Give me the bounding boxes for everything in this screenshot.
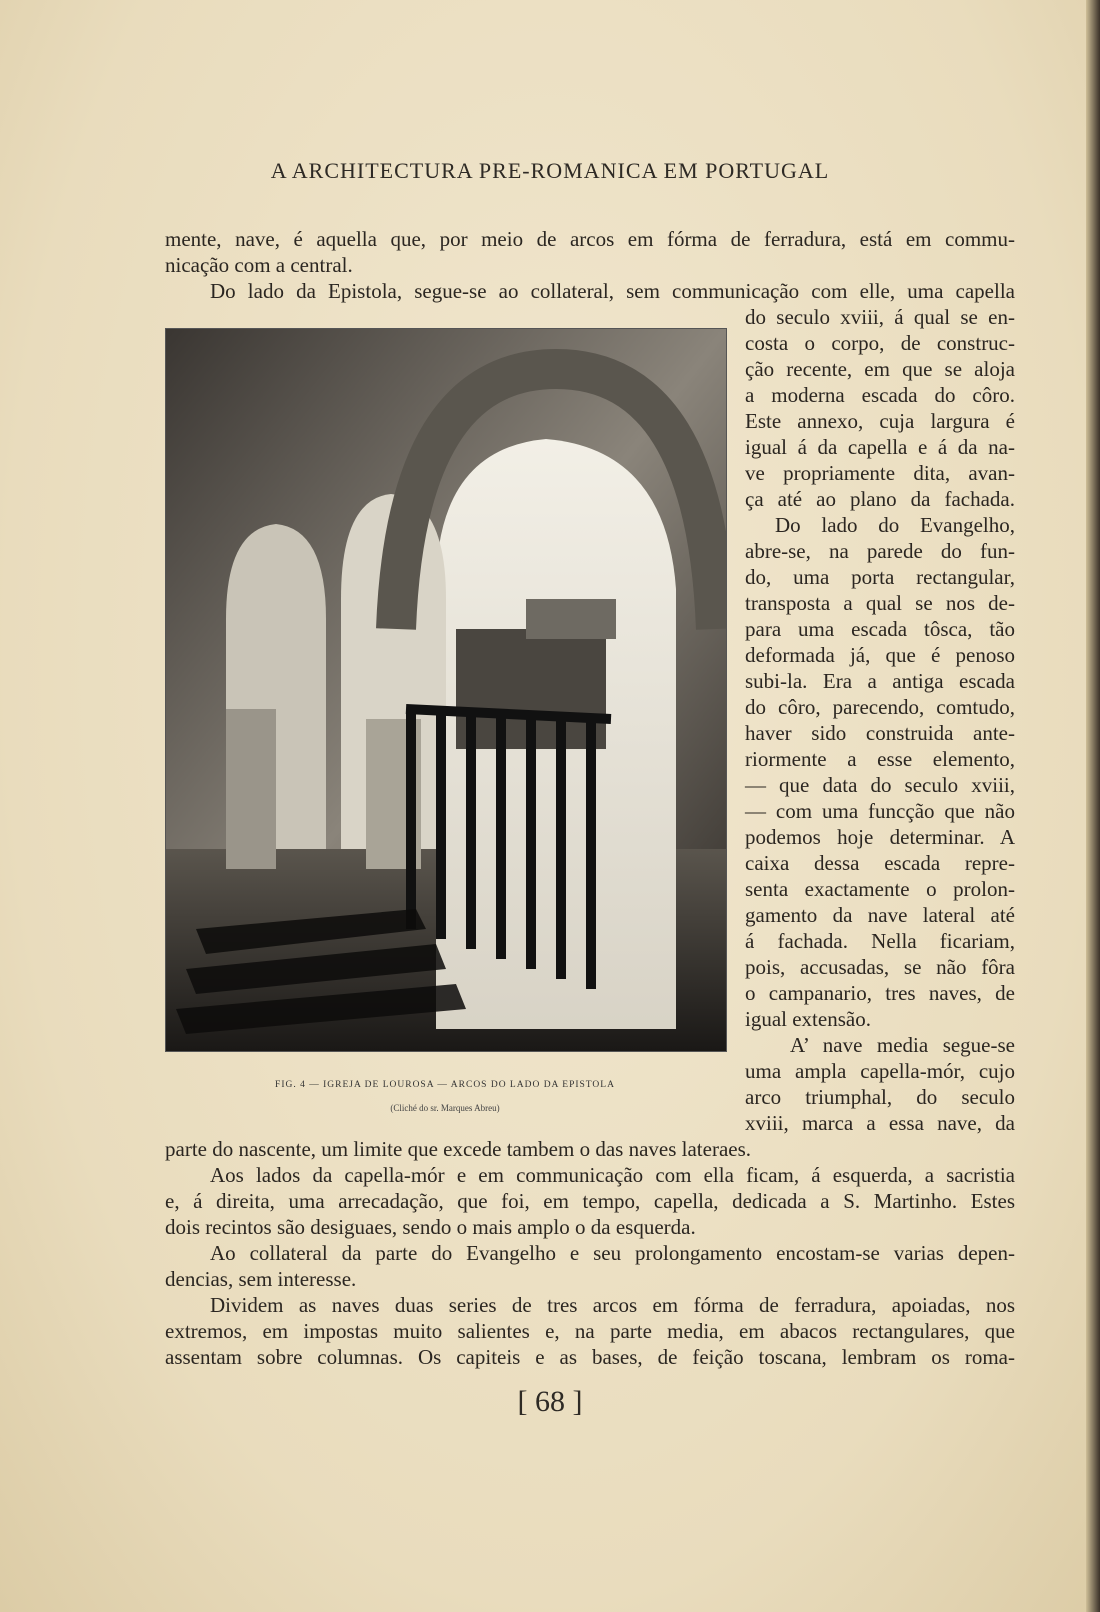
text-line: Dividem as naves duas series de tres arcos em fórma de ferradura, apoiadas, nos [210,1293,1015,1317]
text-line: podemos hoje determinar. A [745,825,1015,849]
text-line: nicação com a central. [165,253,353,277]
text-line: do seculo xviii, á qual se en- [745,305,1015,329]
text-line: — que data do seculo xviii, [745,773,1015,797]
text-line: para uma escada tôsca, tão [745,617,1015,641]
figure-photograph [165,328,727,1052]
text-line: assentam sobre columnas. Os capiteis e as bases, de feição toscana, lembram os roma- [165,1345,1015,1369]
running-head: A ARCHITECTURA PRE-ROMANICA EM PORTUGAL [270,158,830,183]
text-line: caixa dessa escada repre- [745,851,1015,875]
text-line: abre-se, na parede do fun- [745,539,1015,563]
text-line: A’ nave media segue-se [790,1033,1015,1057]
text-line: Ao collateral da parte do Evangelho e seu prolongamento encostam-se varias depen- [210,1241,1015,1265]
text-line: xviii, marca a essa nave, da [745,1111,1015,1135]
text-line: extremos, em impostas muito salientes e, na parte media, em abacos rectangulares, que [165,1319,1015,1343]
text-line: — com uma funcção que não [745,799,1015,823]
text-line: costa o corpo, de construc- [745,331,1015,355]
text-line: Este annexo, cuja largura é [745,409,1015,433]
text-line: gamento da nave lateral até [745,903,1015,927]
text-line: parte do nascente, um limite que excede tambem o das naves lateraes. [165,1137,752,1161]
page-edge-shadow [1086,0,1100,1612]
text-line: arco triumphal, do seculo [745,1085,1015,1109]
text-line: Do lado do Evangelho, [775,513,1015,537]
text-line: igual á da capella e á da na- [745,435,1015,459]
text-line: e, á direita, uma arrecadação, que foi, em tempo, capella, dedicada a S. Martinho. Estes [165,1189,1015,1213]
church-arches-photo [166,329,726,1051]
text-line: ça até ao plano da fachada. [745,487,1015,511]
figure-caption: FIG. 4 — IGREJA DE LOUROSA — ARCOS DO LADO DA EPISTOLA [275,1080,615,1090]
text-line: mente, nave, é aquella que, por meio de arcos em fórma de ferradura, está em commu- [165,227,1015,251]
text-line: Do lado da Epistola, segue-se ao collateral, sem communicação com elle, uma capella [210,279,1015,303]
text-line: ve propriamente dita, avan- [745,461,1015,485]
text-line: a moderna escada do côro. [745,383,1015,407]
text-line: subi-la. Era a antiga escada [745,669,1015,693]
text-line: do, uma porta rectangular, [745,565,1015,589]
page-number: [ 68 ] [517,1385,583,1418]
text-line: dois recintos são desiguaes, sendo o mais amplo o da esquerda. [165,1215,696,1239]
figure-credit: (Cliché do sr. Marques Abreu) [390,1103,500,1113]
text-line: transposta a qual se nos de- [745,591,1015,615]
text-line: haver sido construida ante- [745,721,1015,745]
text-line: Aos lados da capella-mór e em communicação com ella ficam, á esquerda, a sacristia [210,1163,1015,1187]
text-line: igual extensão. [745,1007,871,1031]
text-line: ção recente, em que se aloja [745,357,1015,381]
text-line: riormente a esse elemento, [745,747,1015,771]
text-line: do côro, parecendo, comtudo, [745,695,1015,719]
text-line: dencias, sem interesse. [165,1267,357,1291]
text-line: uma ampla capella-mór, cujo [745,1059,1015,1083]
text-line: o campanario, tres naves, de [745,981,1015,1005]
text-line: á fachada. Nella ficariam, [745,929,1015,953]
text-line: deformada já, que é penoso [745,643,1015,667]
text-line: pois, accusadas, se não fôra [745,955,1015,979]
text-line: senta exactamente o prolon- [745,877,1015,901]
